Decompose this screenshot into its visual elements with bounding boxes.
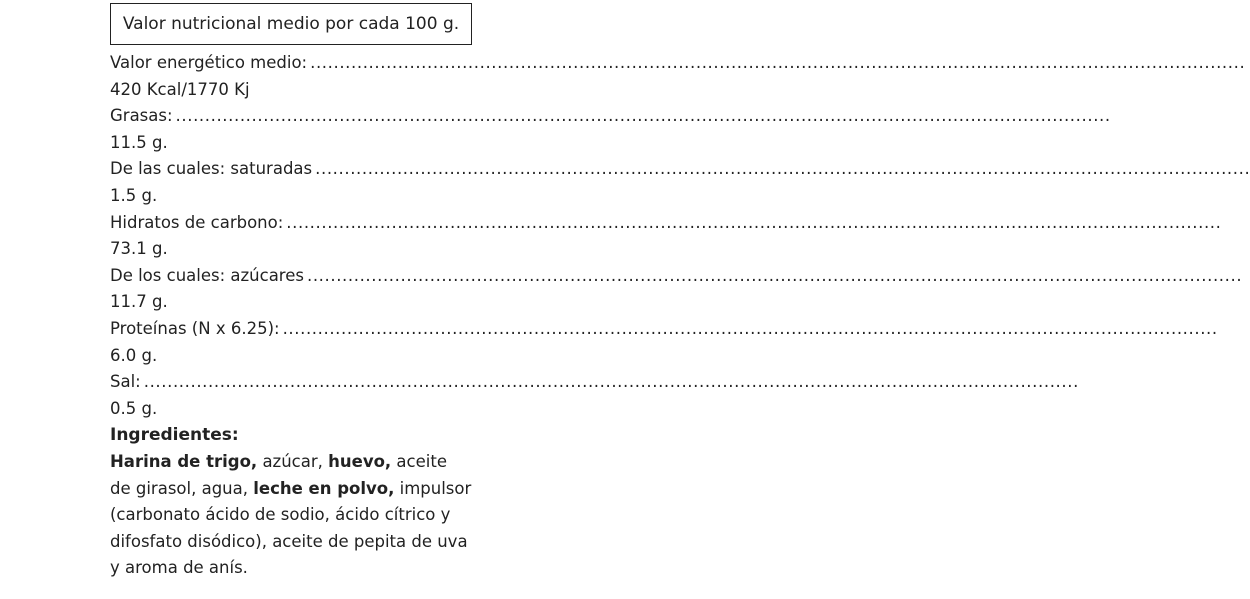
ingredient-plain: impulsor (carbonato ácido de sodio, ácido cítrico y difosfato disódico), aceite de pepita de uva y aroma de anís.	[110, 478, 472, 578]
dot-leader: ................................................................................................................................................................	[286, 212, 1222, 232]
nutrient-salt-label: Sal: ................................................................................................................................................................	[110, 369, 472, 396]
nutrient-fat-label: Grasas: ................................................................................................................................................................	[110, 103, 472, 130]
nutrition-header-title: Valor nutricional medio por cada 100 g.	[122, 14, 460, 34]
nutrient-energy-label: Valor energético medio: ................................................................................................................................................................	[110, 50, 472, 77]
nutrient-protein-label: Proteínas (N x 6.25): ................................................................................................................................................................	[110, 316, 472, 343]
nutrient-carbs-label: Hidratos de carbono: ................................................................................................................................................................	[110, 210, 472, 237]
dot-leader: ................................................................................................................................................................	[310, 53, 1246, 72]
nutrient-saturated-value: 1.5 g.	[110, 185, 158, 205]
ingredients-text	[110, 449, 472, 582]
dot-leader: ................................................................................................................................................................	[282, 318, 1218, 338]
dot-leader: ................................................................................................................................................................	[175, 106, 1111, 126]
nutrient-protein-value: 6.0 g.	[110, 345, 158, 365]
nutrient-salt-value: 0.5 g.	[110, 398, 158, 418]
ingredient-bold: huevo,	[328, 451, 392, 471]
nutrient-carbs-value: 73.1 g.	[110, 239, 168, 259]
ingredients-title: Ingredientes:	[110, 425, 239, 446]
ingredient-plain: aceite de girasol, agua,	[110, 451, 447, 498]
dot-leader: ................................................................................................................................................................	[315, 159, 1250, 179]
nutrition-header-box	[110, 3, 472, 45]
nutrition-label	[110, 0, 1250, 599]
nutrient-energy-value: 420 Kcal/1770 Kj	[110, 79, 250, 99]
nutrient-sugars-value: 11.7 g.	[110, 292, 168, 312]
nutrient-fat-value: 11.5 g.	[110, 132, 168, 152]
ingredient-plain: azúcar,	[257, 451, 329, 471]
ingredient-bold: leche en polvo,	[253, 478, 395, 498]
dot-leader: ................................................................................................................................................................	[143, 372, 1079, 392]
dot-leader: ................................................................................................................................................................	[306, 265, 1243, 285]
ingredient-bold: Harina de trigo,	[110, 451, 258, 471]
nutrient-saturated-label: De las cuales: saturadas ................................................................................................................................................................	[110, 156, 472, 183]
nutrient-list	[110, 50, 1250, 582]
nutrient-sugars-label: De los cuales: azúcares ................................................................................................................................................................	[110, 263, 472, 290]
